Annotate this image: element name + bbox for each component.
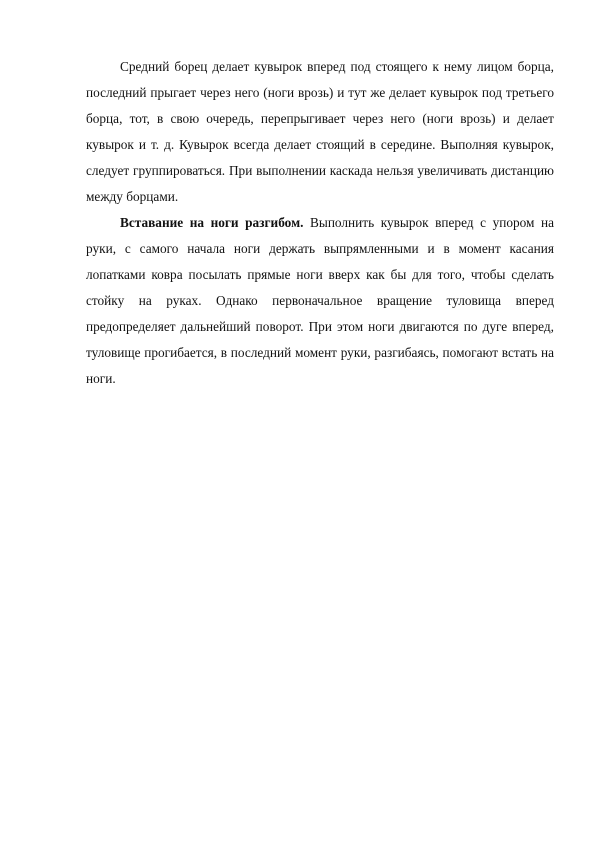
- document-body: [86, 54, 554, 392]
- paragraph-cascade-roll: Средний борец делает кувырок вперед под стоящего к нему лицом борца, последний прыгает через него (ноги врозь) и тут же делает кувырок под третьего борца, тот, в свою очередь, перепрыгивает через него (ноги врозь) и делает кувырок и т. д. Кувырок всегда делает стоящий в середине. Выполняя кувырок, следует группироваться. При выполнении каскада нельзя увеличивать дистанцию между борцами.: [86, 59, 554, 204]
- paragraph-body: Выполнить кувырок вперед с упором на руки, с самого начала ноги держать выпрямленными и в момент касания лопатками ковра посылать прямые ноги вверх как бы для того, чтобы сделать стойку на руках. Однако первоначальное вращение туловища вперед предопределяет дальнейший поворот. При этом ноги двигаются по дуге вперед, туловище прогибается, в последний момент руки, разгибаясь, помогают встать на ноги.: [86, 215, 554, 386]
- paragraph-heading: Вставание на ноги разгибом.: [120, 215, 304, 230]
- paragraph-kip-up: [86, 210, 554, 392]
